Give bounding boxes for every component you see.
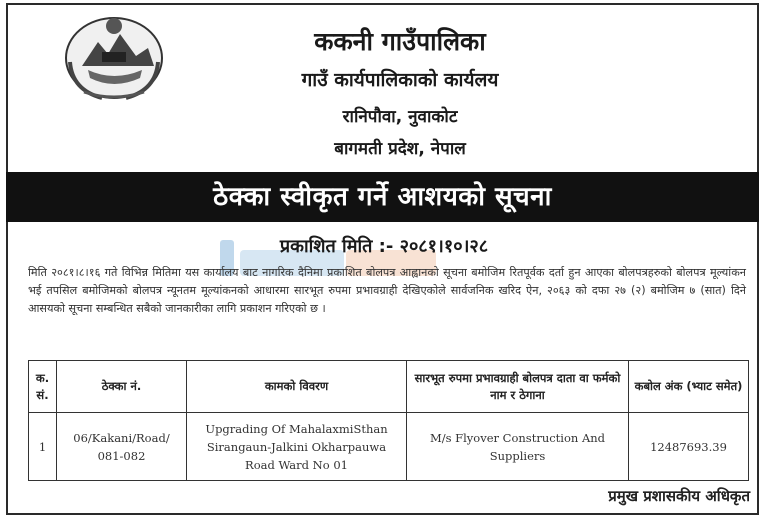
signatory: प्रमुख प्रशासकीय अधिकृत [608,487,750,505]
cell-bidder: M/s Flyover Construction And Suppliers [407,413,629,481]
province-name: बागमती प्रदेश, नेपाल [334,139,466,159]
cell-description: Upgrading Of MahalaxmiSthan Sirangaun-Jalkini Okharpauwa Road Ward No 01 [187,413,407,481]
table-header-row [29,361,749,413]
cell-sn: 1 [29,413,57,481]
municipality-name: ककनी गाउँपालिका [314,27,486,56]
notice-body: मिति २०८१।८।१६ गते विभिन्न मितिमा यस कार्यालय बाट नागरिक दैनिमा प्रकाशित बोलपत्र आह्वानको सूचना बमोजिम रितपूर्वक दर्ता हुन आएका बोलपत्रहरुको बोलपत्र मूल्यांकन भई तपसिल बमोजिमको बोलपत्र न्यूनतम मूल्यांकनको आधारमा सारभूत रुपमा प्रभावग्राही देखिएकोले सार्वजनिक खरिद ऐन, २०६३ को दफा २७ (२) बमोजिम ७ (सात) दिने आसयको सूचना सम्बन्धित सबैको जानकारीका लागि प्रकाशन गरिएको छ । [28,266,746,316]
contract-table [28,360,749,481]
col-header-amount: कबोल अंक (भ्याट समेत) [629,361,749,413]
notice-title: ठेक्का स्वीकृत गर्ने आशयको सूचना [6,172,759,222]
cell-amount: 12487693.39 [629,413,749,481]
government-emblem-logo [62,12,166,102]
office-name: गाउँ कार्यपालिकाको कार्यलय [301,69,499,91]
col-header-contract-no: ठेक्का नं. [57,361,187,413]
table-row [29,413,749,481]
col-header-bidder: सारभूत रुपमा प्रभावग्राही बोलपत्र दाता वा फर्मको नाम र ठेगाना [407,361,629,413]
published-date: प्रकाशित मिति :- २०८१।१०।२८ [279,236,489,257]
cell-contract-no: 06/Kakani/Road/ 081-082 [57,413,187,481]
office-location: रानिपौवा, नुवाकोट [342,107,458,127]
col-header-description: कामको विवरण [187,361,407,413]
col-header-sn: क. सं. [29,361,57,413]
